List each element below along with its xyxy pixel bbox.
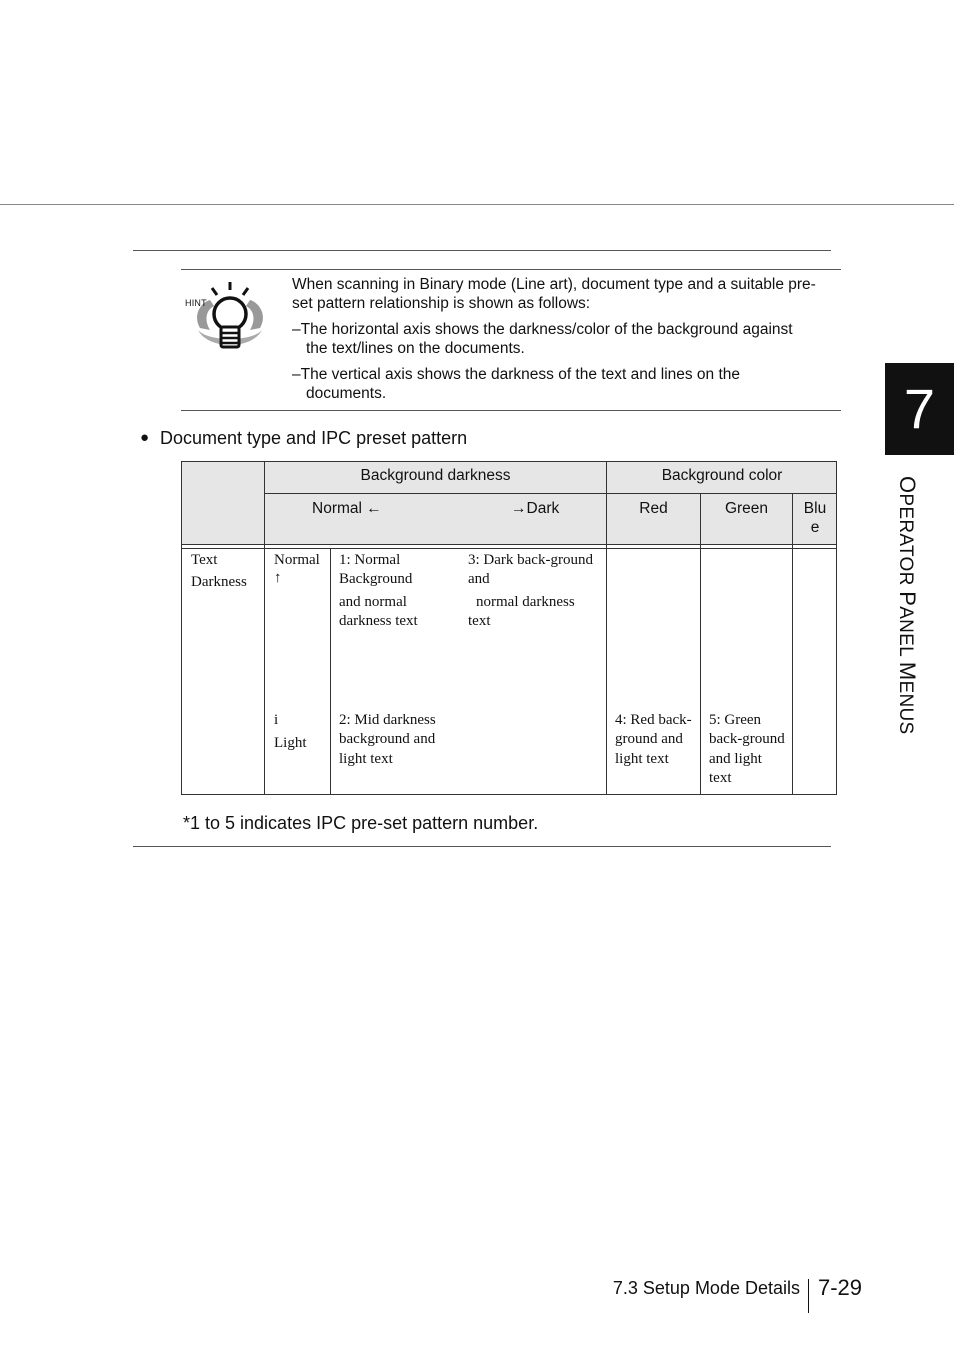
hint-label: HINT	[185, 298, 207, 308]
pattern-3-line-4: text	[468, 613, 491, 629]
col-divider-2	[330, 548, 331, 795]
header-background-color: Background color	[661, 467, 783, 484]
axis-bottom-i: i	[274, 712, 279, 728]
header-bottom-line-2	[182, 548, 837, 549]
axis-up-arrow: ↑	[274, 570, 282, 586]
pattern-1-line-2: Background	[339, 571, 413, 587]
table-footnote: *1 to 5 indicates IPC pre-set pattern number.	[183, 813, 539, 833]
section-top-rule	[133, 250, 831, 251]
ipc-pattern-table	[181, 461, 837, 795]
header-background-darkness: Background darkness	[360, 467, 511, 484]
row-label-darkness: Darkness	[191, 574, 247, 590]
pattern-1-line-1: 1: Normal	[339, 552, 401, 568]
pattern-4-line-2: ground and	[615, 731, 683, 747]
hint-intro-line-2: set pattern relationship is shown as follows:	[292, 295, 591, 312]
header-normal-arrow: Normal ←	[312, 500, 382, 517]
side-anel: ANEL	[895, 606, 916, 662]
section-bullet: ●	[140, 429, 150, 446]
header-blue-line-2: e	[810, 519, 820, 536]
hint-lightbulb-icon	[192, 280, 268, 356]
pattern-2-line-1: 2: Mid darkness	[339, 712, 436, 728]
header-green: Green	[724, 500, 769, 517]
header-red: Red	[639, 500, 668, 517]
side-o: O	[895, 476, 920, 494]
footer-section-title: 7.3 Setup Mode Details	[612, 1278, 800, 1298]
side-enus: ENUS	[895, 680, 916, 735]
header-row-divider	[265, 493, 837, 494]
footer-page-number: 7-29	[818, 1275, 863, 1300]
side-p: P	[895, 591, 920, 607]
hint-bullet-2-line-2: documents.	[306, 385, 387, 402]
pattern-4-line-1: 4: Red back-	[615, 712, 692, 728]
col-divider-5	[792, 493, 793, 795]
axis-top-normal: Normal	[274, 552, 320, 568]
pattern-3-line-2: and	[468, 571, 490, 587]
hint-bullet-2-line-1: –The vertical axis shows the darkness of the text and lines on the	[292, 366, 741, 383]
col-divider-4	[700, 493, 701, 795]
hint-top-rule	[181, 269, 841, 270]
pattern-4-line-3: light text	[615, 751, 669, 767]
axis-bottom-light: Light	[274, 735, 307, 751]
pattern-1-line-4: darkness text	[339, 613, 418, 629]
hint-intro-line-1: When scanning in Binary mode (Line art), document type and a suitable pre-	[292, 276, 816, 293]
side-m: M	[895, 661, 920, 681]
hint-bullet-1-line-2: the text/lines on the documents.	[306, 340, 525, 357]
pattern-3-line-1: 3: Dark back-ground	[468, 552, 593, 568]
header-bottom-line-1	[182, 544, 837, 545]
row-label-text: Text	[191, 552, 218, 568]
header-dark-arrow: →Dark	[511, 500, 560, 517]
header-blue-line-1: Blu	[803, 500, 827, 517]
chapter-side-title	[894, 476, 920, 735]
col-divider-1	[264, 462, 265, 795]
section-bottom-rule	[133, 846, 831, 847]
chapter-tab: 7	[885, 363, 954, 455]
pattern-3-line-3: normal darkness	[476, 594, 575, 610]
pattern-5-line-3: and light	[709, 751, 762, 767]
pattern-5-line-1: 5: Green	[709, 712, 762, 728]
section-heading: Document type and IPC preset pattern	[160, 428, 468, 448]
pattern-5-line-4: text	[709, 770, 732, 786]
pattern-2-line-2: background and	[339, 731, 436, 747]
hint-bullet-1-line-1: –The horizontal axis shows the darkness/color of the background against	[292, 321, 793, 338]
pattern-5-line-2: back-ground	[709, 731, 785, 747]
hint-bottom-rule	[181, 410, 841, 411]
side-perator: PERATOR	[895, 493, 916, 592]
pattern-2-line-3: light text	[339, 751, 393, 767]
footer-divider	[808, 1279, 809, 1313]
header-bg-corner	[182, 462, 265, 544]
pattern-1-line-3: and normal	[339, 594, 407, 610]
header-rule	[0, 204, 954, 205]
